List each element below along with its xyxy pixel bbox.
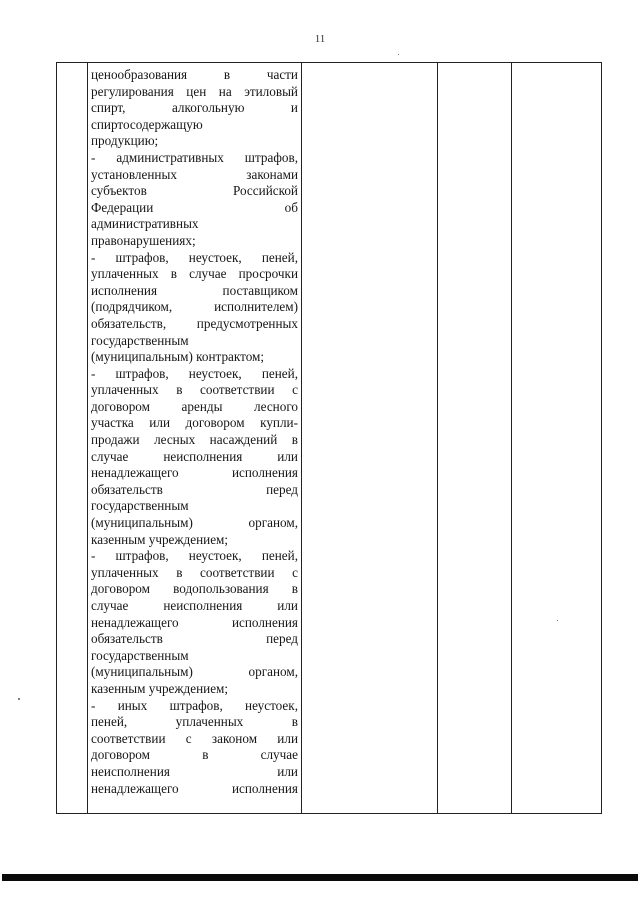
page-number: 11 bbox=[314, 33, 326, 45]
text-line: ненадлежащего исполнения bbox=[91, 614, 298, 630]
text-line: договором аренды лесного bbox=[91, 398, 298, 414]
text-line: (муниципальным) органом, bbox=[91, 515, 298, 531]
text-line: ценообразования в части bbox=[91, 67, 298, 82]
text-line: соответствии с законом или bbox=[91, 730, 298, 746]
text-line: договором в случае bbox=[91, 747, 298, 763]
text-line: ненадлежащего исполнения bbox=[91, 465, 298, 481]
text-line: обязательств, предусмотренных bbox=[91, 315, 298, 331]
text-line: участка или договором купли- bbox=[91, 415, 298, 431]
table-column-5 bbox=[512, 63, 603, 813]
table-column-3 bbox=[302, 63, 438, 813]
text-line: казенным учреждением; bbox=[91, 680, 229, 696]
table-column-number bbox=[57, 63, 88, 813]
document-table bbox=[56, 62, 602, 814]
text-line: государственным bbox=[91, 332, 189, 348]
table-column-description bbox=[88, 63, 302, 813]
text-line: установленных законами bbox=[91, 166, 298, 182]
text-line: обязательств перед bbox=[91, 481, 298, 497]
text-line: продукцию; bbox=[91, 133, 159, 149]
text-line: - штрафов, неустоек, пеней, bbox=[91, 249, 298, 265]
text-line: (подрядчиком, исполнителем) bbox=[91, 299, 298, 315]
text-line: неисполнения или bbox=[91, 763, 298, 779]
text-line: продажи лесных насаждений в bbox=[91, 432, 298, 448]
page-bottom-border bbox=[2, 874, 638, 881]
text-line: уплаченных в соответствии с bbox=[91, 564, 298, 580]
description-cell-text bbox=[91, 67, 298, 797]
text-line: административных bbox=[91, 216, 199, 232]
text-line: - административных штрафов, bbox=[91, 149, 298, 165]
text-line: обязательств перед bbox=[91, 631, 298, 647]
text-line: регулирования цен на этиловый bbox=[91, 83, 298, 99]
scan-speck bbox=[557, 620, 558, 621]
text-line: договором водопользования в bbox=[91, 581, 298, 597]
text-line: субъектов Российской bbox=[91, 183, 298, 199]
text-line: исполнения поставщиком bbox=[91, 282, 298, 298]
text-line: Федерации об bbox=[91, 199, 298, 215]
text-line: - иных штрафов, неустоек, bbox=[91, 697, 298, 713]
text-line: уплаченных в соответствии с bbox=[91, 382, 298, 398]
text-line: ненадлежащего исполнения bbox=[91, 780, 298, 796]
table-column-4 bbox=[438, 63, 512, 813]
text-line: (муниципальным) органом, bbox=[91, 664, 298, 680]
text-line: - штрафов, неустоек, пеней, bbox=[91, 365, 298, 381]
text-line: (муниципальным) контрактом; bbox=[91, 349, 265, 365]
text-line: случае неисполнения или bbox=[91, 598, 298, 613]
text-line: уплаченных в случае просрочки bbox=[91, 266, 298, 282]
scan-speck bbox=[398, 54, 399, 55]
text-line: - штрафов, неустоек, пеней, bbox=[91, 548, 298, 564]
text-line: государственным bbox=[91, 647, 189, 663]
text-line: случае неисполнения или bbox=[91, 448, 298, 464]
text-line: спиртосодержащую bbox=[91, 116, 203, 132]
text-line: спирт, алкогольную и bbox=[91, 100, 298, 116]
scan-speck bbox=[18, 698, 20, 700]
text-line: государственным bbox=[91, 498, 189, 514]
text-line: пеней, уплаченных в bbox=[91, 714, 298, 730]
text-line: правонарушениях; bbox=[91, 232, 196, 248]
text-line: казенным учреждением; bbox=[91, 531, 229, 547]
